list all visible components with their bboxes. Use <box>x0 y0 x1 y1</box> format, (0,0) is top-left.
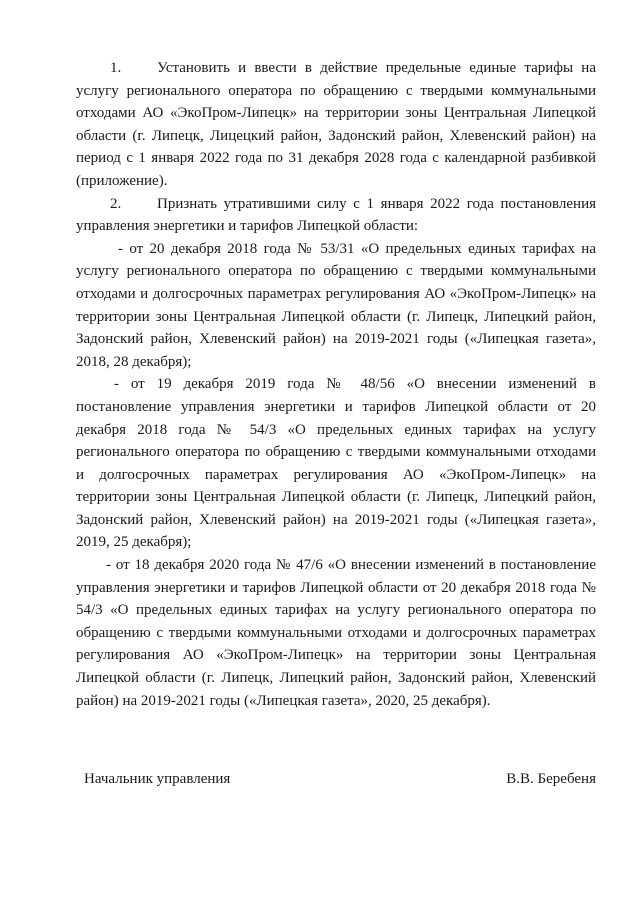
item-number: 1. <box>110 60 122 76</box>
document-body <box>76 57 596 712</box>
signature-block <box>84 768 596 790</box>
numbered-item-2 <box>76 193 596 238</box>
numbered-item-1 <box>76 57 596 193</box>
repealed-resolution-3: - от 18 декабря 2020 года № 47/6 «О внесении изменений в постановление управления энергетики и тарифов Липецкой области от 20 декабря 2018 года № 54/3 «О предельных единых тарифах на услугу регионального оператора по обращению с твердыми коммунальными отходами и долгосрочных параметрах регулирования АО «ЭкоПром-Липецк» на территории зоны Центральная Липецкой области (г. Липецк, Липецкий район, Задонский район, Хлевенский район) на 2019-2021 годы («Липецкая газета», 2020, 25 декабря). <box>76 557 596 709</box>
repealed-resolution-2: - от 19 декабря 2019 года № 48/56 «О внесении изменений в постановление управления энергетики и тарифов Липецкой области от 20 декабря 2018 года № 54/3 «О предельных единых тарифах на услугу регионального оператора по обращению с твердыми коммунальными отходами и долгосрочных параметрах регулирования АО «ЭкоПром-Липецк» на территории зоны Центральная Липецкой области (г. Липецк, Липецкий район, Задонский район, Хлевенский район) на 2019-2021 годы («Липецкая газета», 2019, 25 декабря); <box>76 376 596 551</box>
item-text: Установить и ввести в действие предельные единые тарифы на услугу регионального оператора по обращению с твердыми коммунальными отходами АО «ЭкоПром-Липецк» на территории зоны Центральная Липецкой области (г. Липецк, Лицецкий район, Задонский район, Хлевенский район) на период с 1 января 2022 года по 31 декабря 2028 года с календарной разбивкой (приложение). <box>76 60 596 189</box>
signatory-position: Начальник управления <box>84 771 231 787</box>
signatory-name: В.В. Беребеня <box>506 771 596 787</box>
repealed-resolution-1: - от 20 декабря 2018 года № 53/31 «О предельных единых тарифах на услугу регионального оператора по обращению с твердыми коммунальными отходами и долгосрочных параметрах регулирования АО «ЭкоПром-Липецк» на территории зоны Центральная Липецкой области (г. Липецк, Липецкий район, Задонский район, Хлевенский район) на 2019-2021 годы («Липецкая газета», 2018, 28 декабря); <box>76 240 596 370</box>
item-text: Признать утратившими силу с 1 января 2022 года постановления управления энергетики и тарифов Липецкой области: <box>76 195 596 235</box>
item-number: 2. <box>110 195 122 212</box>
